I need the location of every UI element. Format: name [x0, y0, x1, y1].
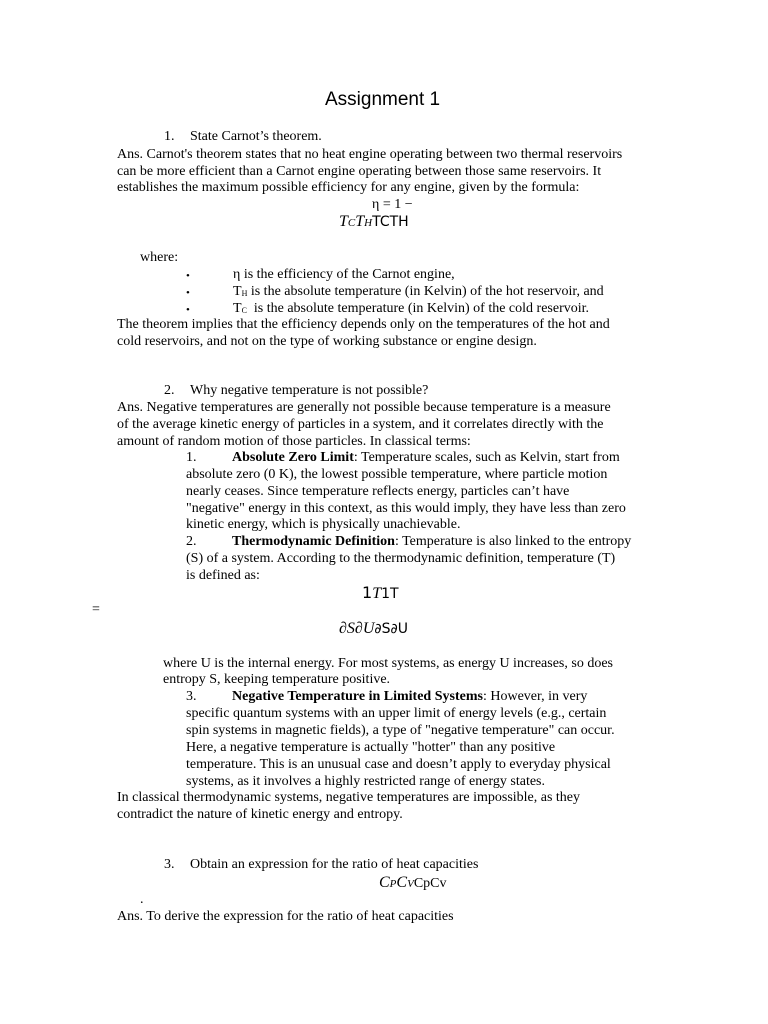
q2-answer-line: Ans. Negative temperatures are generally not possible because temperature is a measure: [117, 400, 611, 415]
q2-conclusion-line: In classical thermodynamic systems, negative temperatures are impossible, as they: [117, 790, 581, 805]
list-item-line: temperature. This is an unusual case and doesn’t apply to everyday physical: [186, 757, 611, 772]
list-item-line: kinetic energy, which is physically unachievable.: [186, 517, 461, 532]
q1-conclusion-line: The theorem implies that the efficiency depends only on the temperatures of the hot and: [117, 317, 610, 332]
list-item-line: Here, a negative temperature is actually "hotter" than any positive: [186, 740, 556, 755]
list-item-line: specific quantum systems with an upper limit of energy levels (e.g., certain: [186, 706, 607, 721]
equation-denominator: ∂S∂U∂S∂U: [339, 620, 408, 637]
bullet-text: $T_C$ is the absolute temperature (in Kelvin) of the cold reservoir.: [233, 301, 590, 316]
list-item-number: 1.: [186, 450, 197, 465]
q1-number: 1.: [164, 129, 175, 144]
q2-answer-line: of the average kinetic energy of particles in a system, and it correlates directly with the: [117, 417, 604, 432]
q2-answer-line: amount of random motion of those particles. In classical terms:: [117, 434, 471, 449]
q1-conclusion-line: cold reservoirs, and not on the type of working substance or engine design.: [117, 334, 537, 349]
bullet-icon: •: [186, 270, 190, 282]
q3-number: 3.: [164, 857, 175, 872]
where-label: where:: [140, 250, 179, 265]
efficiency-formula-fraction: TCTHTCTH: [339, 213, 409, 230]
where-line: entropy S, keeping temperature positive.: [163, 672, 391, 687]
bullet-text: $T_H$ is the absolute temperature (in Kelvin) of the hot reservoir, and: [233, 284, 604, 299]
q3-answer-line: Ans. To derive the expression for the ratio of heat capacities: [117, 909, 454, 924]
q1-answer-line: establishes the maximum possible efficiency for any engine, given by the formula:: [117, 180, 580, 195]
q1-question: State Carnot’s theorem.: [190, 129, 322, 144]
dot-mark: .: [140, 892, 144, 907]
page-title: Assignment 1: [325, 89, 441, 110]
q1-answer-line: Ans. Carnot's theorem states that no heat engine operating between two thermal reservoirs: [117, 147, 623, 162]
list-item-number: 3.: [186, 689, 197, 704]
equals-sign: =: [92, 602, 100, 617]
list-item-line: "negative" energy in this context, as this would imply, they have less than zero: [186, 501, 626, 516]
list-item-first-line: Absolute Zero Limit: Temperature scales, such as Kelvin, start from: [232, 450, 620, 465]
bullet-icon: •: [186, 304, 190, 316]
bullet-text: η is the efficiency of the Carnot engine,: [233, 267, 455, 282]
bullet-icon: •: [186, 287, 190, 299]
list-item-first-line: Thermodynamic Definition: Temperature is also linked to the entropy: [232, 534, 632, 549]
equation-numerator: 1T1T: [362, 583, 399, 602]
list-item-line: (S) of a system. According to the thermodynamic definition, temperature (T): [186, 551, 616, 566]
list-item-line: is defined as:: [186, 568, 260, 583]
list-item-first-line: Negative Temperature in Limited Systems: However, in very: [232, 689, 588, 704]
q2-conclusion-line: contradict the nature of kinetic energy and entropy.: [117, 807, 403, 822]
q3-question: Obtain an expression for the ratio of heat capacities: [190, 857, 479, 872]
list-item-line: spin systems in magnetic fields), a type of "negative temperature" can occur.: [186, 723, 615, 738]
list-item-number: 2.: [186, 534, 197, 549]
q2-question: Why negative temperature is not possible?: [190, 383, 429, 398]
list-item-line: nearly ceases. Since temperature reflects energy, particles can’t have: [186, 484, 570, 499]
q2-number: 2.: [164, 383, 175, 398]
heat-capacity-ratio: CPCVCpCv: [379, 874, 447, 891]
where-line: where U is the internal energy. For most systems, as energy U increases, so does: [163, 656, 613, 671]
efficiency-formula-top: η = 1 −: [372, 197, 413, 212]
q1-answer-line: can be more efficient than a Carnot engine operating between those same reservoirs. It: [117, 164, 602, 179]
list-item-line: systems, as it involves a highly restricted range of energy states.: [186, 774, 545, 789]
list-item-line: absolute zero (0 K), the lowest possible temperature, where particle motion: [186, 467, 608, 482]
